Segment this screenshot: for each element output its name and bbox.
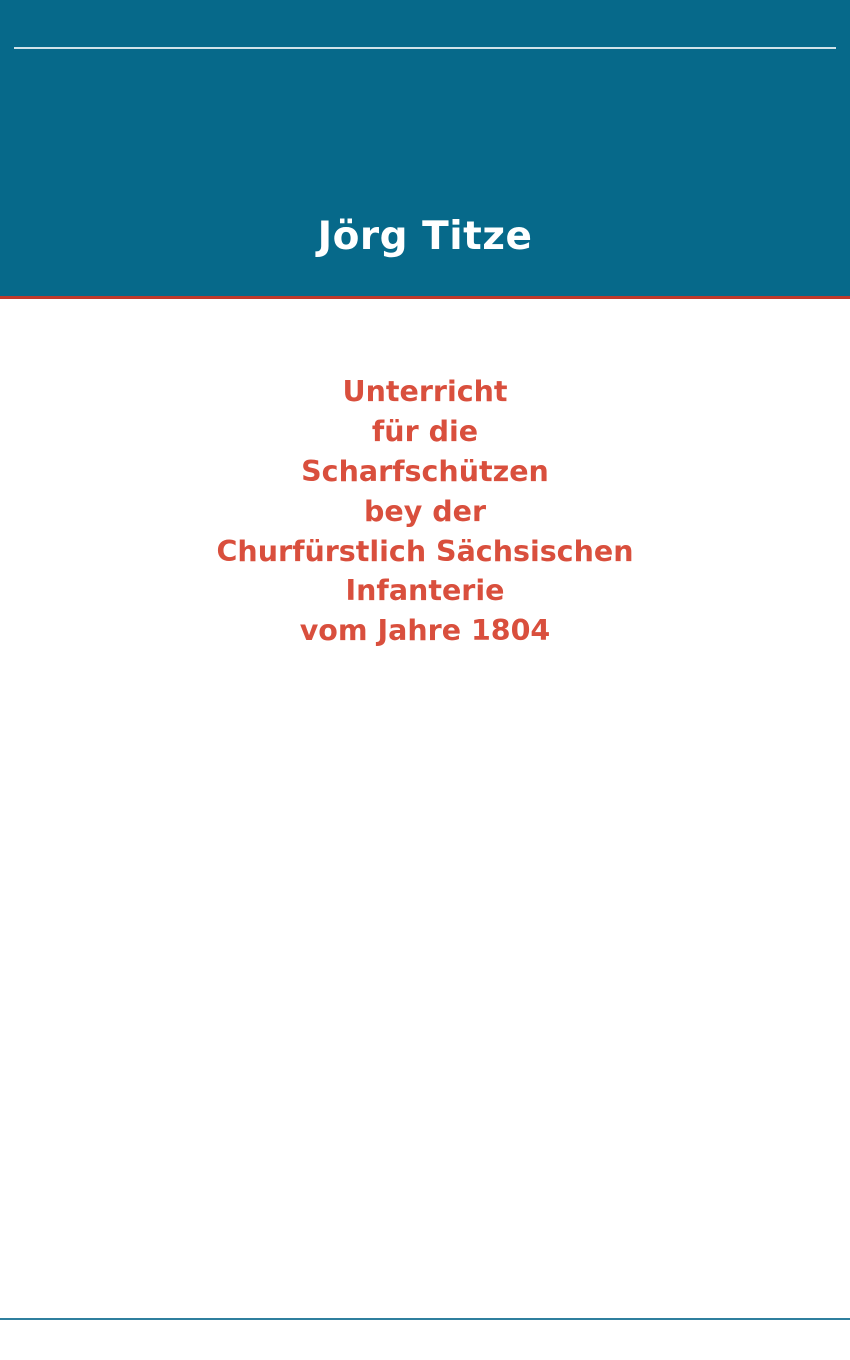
header-top-divider <box>14 47 836 49</box>
book-title <box>0 372 850 651</box>
title-line: vom Jahre 1804 <box>299 614 551 648</box>
footer-divider <box>0 1318 850 1320</box>
title-line: für die <box>371 414 479 448</box>
author-name: Jörg Titze <box>317 214 533 259</box>
header-band <box>0 0 850 296</box>
title-line: bey der <box>363 494 486 528</box>
title-line: Churfürstlich Sächsischen <box>216 534 634 568</box>
title-line: Scharfschützen <box>301 454 549 488</box>
band-bottom-divider <box>0 296 850 299</box>
title-line: Unterricht <box>342 375 508 408</box>
title-line: Infanterie <box>345 574 505 608</box>
